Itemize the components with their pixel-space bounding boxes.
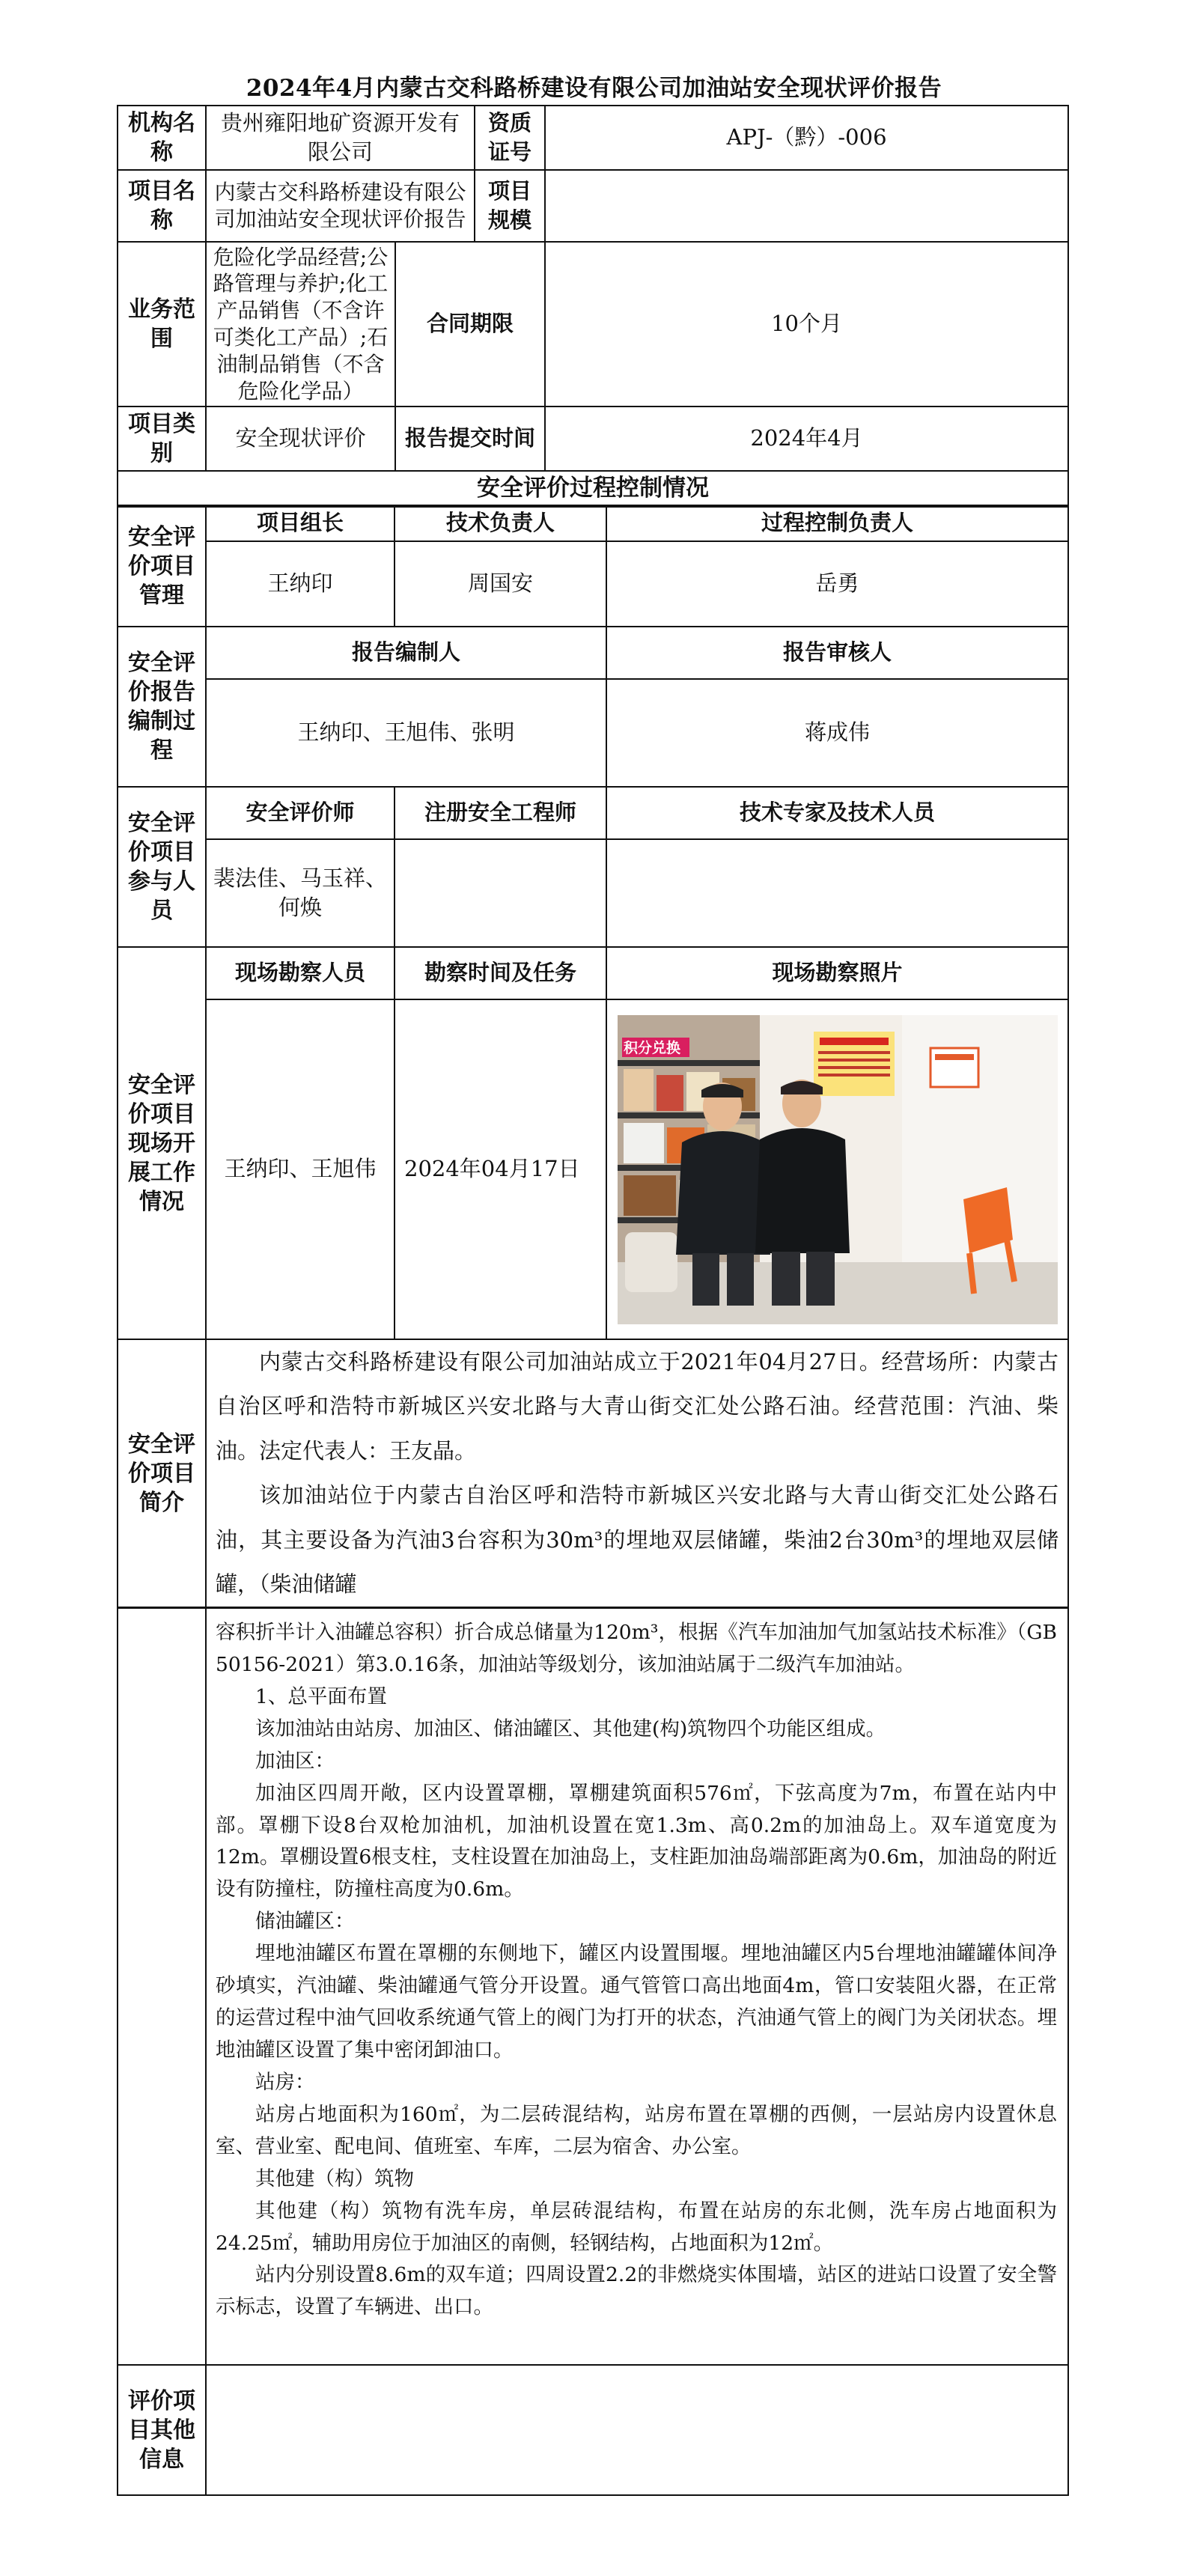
cont-paragraph-1: 容积折半计入油罐总容积）折合成总储量为120m³，根据《汽车加油加气加氢站技术标准》（GB 50156-2021）第3.0.16条，加油站等级划分，该加油站属于二级汽车加油站。 [216, 1621, 1057, 1676]
expert-header: 技术专家及技术人员 [606, 787, 1068, 839]
continuation-label-cell [118, 1607, 206, 2365]
project-type-value: 安全现状评价 [206, 407, 395, 471]
tech-lead-header: 技术负责人 [395, 505, 606, 541]
site-staff-header: 现场勘察人员 [206, 947, 395, 999]
leader-header: 项目组长 [206, 505, 395, 541]
report-table-3 [117, 1607, 1069, 2496]
intro-cell [206, 1339, 1068, 1608]
process-lead-header: 过程控制负责人 [606, 505, 1068, 541]
experts-value [606, 839, 1068, 947]
site-time-header: 勘察时间及任务 [395, 947, 606, 999]
cert-label: 资质证号 [475, 106, 545, 170]
cont-heading-5: 其他建（构）筑物 [255, 2167, 414, 2190]
page-title: 2024年4月内蒙古交科路桥建设有限公司加油站安全现状评价报告 [246, 75, 942, 102]
project-type-label: 项目类别 [118, 407, 206, 471]
cont-heading-3: 储油罐区： [255, 1910, 355, 1934]
compile-label: 安全评价报告编制过程 [118, 627, 206, 787]
scale-label: 项目规模 [475, 170, 545, 242]
project-name-label: 项目名称 [118, 170, 206, 242]
intro-label: 安全评价项目简介 [118, 1339, 206, 1608]
site-photo-header: 现场勘察照片 [606, 947, 1068, 999]
management-label: 安全评价项目管理 [118, 505, 206, 627]
cont-heading-2: 加油区： [255, 1749, 335, 1773]
cert-value: APJ-（黔）-006 [545, 106, 1068, 170]
cont-heading-4: 站房： [255, 2070, 315, 2094]
report-table-1 [117, 105, 1069, 508]
photo-sign-text: 积分兑换 [623, 1039, 680, 1056]
continuation-cell [206, 1607, 1068, 2365]
cont-paragraph-3: 加油区四周开敞，区内设置罩棚，罩棚建筑面积576㎡，下弦高度为7m，布置在站内中部。罩棚下设8台双枪加油机，加油机设置在宽1.3m、高0.2m的加油岛上。双车道宽度为12m。罩棚设置6根支柱，支柱设置在加油岛上，支柱距加油岛端部距离为0.6m，加油岛的附近设有防撞柱，防撞柱高度为0.6m。 [216, 1781, 1057, 1901]
cont-paragraph-7: 站内分别设置8.6m的双车道；四周设置2.2的非燃烧实体围墙，站区的进站口设置了安全警示标志，设置了车辆进、出口。 [216, 2263, 1057, 2319]
intro-paragraph-2: 该加油站位于内蒙古自治区呼和浩特市新城区兴安北路与大青山街交汇处公路石油，其主要设备为汽油3台容积为30m³的埋地双层储罐，柴油2台30m³的埋地双层储罐，（柴油储罐 [216, 1482, 1058, 1598]
report-table-2 [117, 505, 1069, 1609]
reviewer-value: 蒋成伟 [606, 679, 1068, 787]
scale-value [545, 170, 1068, 242]
cont-paragraph-4: 埋地油罐区布置在罩棚的东侧地下，罐区内设置围堰。埋地油罐区内5台埋地油罐罐体间净砂填实，汽油罐、柴油罐通气管分开设置。通气管管口高出地面4m，管口安装阻火器，在正常的运营过程中油气回收系统通气管上的阀门为打开的状态，汽油通气管上的阀门为关闭状态。埋地油罐区设置了集中密闭卸油口。 [216, 1942, 1057, 2062]
submit-time-value: 2024年4月 [545, 407, 1068, 471]
author-header: 报告编制人 [206, 627, 606, 679]
engineer-header: 注册安全工程师 [395, 787, 606, 839]
participants-label: 安全评价项目参与人员 [118, 787, 206, 947]
tech-lead-value: 周国安 [395, 541, 606, 627]
cont-heading-1: 1、总平面布置 [255, 1684, 387, 1708]
other-info-label: 评价项目其他信息 [118, 2365, 206, 2495]
contract-period-label: 合同期限 [395, 242, 545, 407]
submit-time-label: 报告提交时间 [395, 407, 545, 471]
contract-period-value: 10个月 [545, 242, 1068, 407]
site-photo-illustration [618, 1015, 1058, 1324]
business-scope-label: 业务范围 [118, 242, 206, 407]
reviewer-header: 报告审核人 [606, 627, 1068, 679]
cont-paragraph-5: 站房占地面积为160㎡，为二层砖混结构，站房布置在罩棚的西侧，一层站房内设置休息室、营业室、配电间、值班室、车库，二层为宿舍、办公室。 [216, 2102, 1057, 2158]
site-photo [618, 1015, 1058, 1324]
cont-paragraph-6: 其他建（构）筑物有洗车房，单层砖混结构，布置在站房的东北侧，洗车房占地面积为24.25㎡，辅助用房位于加油区的南侧，轻钢结构，占地面积为12㎡。 [216, 2199, 1057, 2255]
intro-paragraph-1: 内蒙古交科路桥建设有限公司加油站成立于2021年04月27日。经营场所：内蒙古自治区呼和浩特市新城区兴安北路与大青山街交汇处公路石油。经营范围：汽油、柴油。法定代表人：王友晶。 [216, 1349, 1058, 1464]
site-photo-cell [606, 999, 1068, 1339]
evaluators-value: 裴法佳、马玉祥、何焕 [206, 839, 395, 947]
leader-value: 王纳印 [206, 541, 395, 627]
site-work-label: 安全评价项目现场开展工作情况 [118, 947, 206, 1339]
site-staff-value: 王纳印、王旭伟 [206, 999, 395, 1339]
authors-value: 王纳印、王旭伟、张明 [206, 679, 606, 787]
cont-paragraph-2: 该加油站由站房、加油区、储油罐区、其他建(构)筑物四个功能区组成。 [255, 1717, 886, 1741]
org-label: 机构名称 [118, 106, 206, 170]
process-lead-value: 岳勇 [606, 541, 1068, 627]
control-section-heading: 安全评价过程控制情况 [118, 471, 1068, 507]
site-time-value: 2024年04月17日 [395, 999, 606, 1339]
business-scope-value: 危险化学品经营;公路管理与养护;化工产品销售（不含许可类化工产品）;石油制品销售（不含危险化学品） [206, 242, 395, 407]
engineers-value [395, 839, 606, 947]
other-info-value [206, 2365, 1068, 2495]
project-name-value: 内蒙古交科路桥建设有限公司加油站安全现状评价报告 [206, 170, 475, 242]
evaluator-header: 安全评价师 [206, 787, 395, 839]
org-value: 贵州雍阳地矿资源开发有限公司 [206, 106, 475, 170]
